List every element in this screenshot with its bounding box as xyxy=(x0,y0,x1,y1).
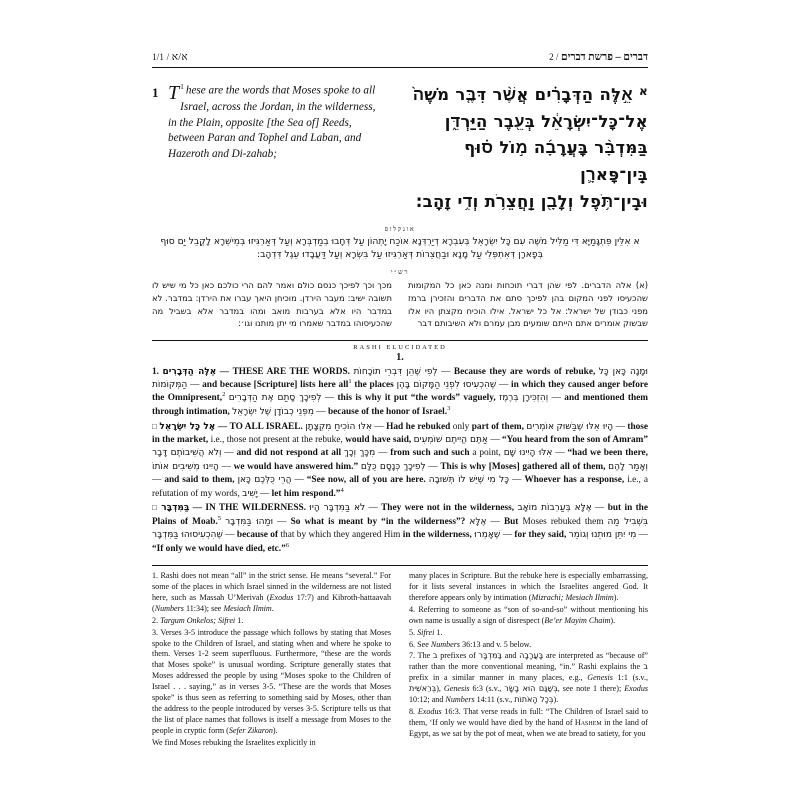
hebrew-line-3: בַּמִּדְבָּ֨ר בָּֽעֲרָבָ֜ה מ֣וֹל ס֗וּף בֵּֽין־פָּארָ֛ן xyxy=(464,138,648,185)
footnotes-column-left xyxy=(152,571,391,750)
rashi-hebrew-block xyxy=(152,279,648,335)
footnote-item: 4. Referring to someone as “son of so-and-so” without mentioning his own name is usually a sign of disrespect (Be’er Mayim Chaim). xyxy=(409,604,648,625)
running-head-right: דברים – פרשת דברים / 2 xyxy=(549,52,648,63)
footnote-item: 1. Rashi does not mean “all” in the strict sense. He means “several.” For some of the places in which Israel sinned in the wilderness are not listed here, such as Massah U’Merivah (Exodus 17:7) and Kibroth-hattaavah (Numbers 11:34); see Mesiach Ilmim. xyxy=(152,570,391,613)
footnotes xyxy=(152,565,648,750)
footnotes-column-right xyxy=(409,571,648,750)
footnote-item: many places in Scripture. But the rebuke here is especially embarrassing, for it lists several instances in which the Israelites angered God. It therefore appears only by intimation (Mizrachi; Mesiach Ilmim). xyxy=(409,570,648,602)
footnote-item: 8. Exodus 16:3. That verse reads in full: “The Children of Israel said to them, ‘If only we would have died by the hand of Hashem in the land of Egypt, as we sat by the pot of meat, when we ate bread to satiety, for you xyxy=(409,707,649,738)
rashi-hebrew-column-right: (א) אלה הדברים. לפי שהן דברי תוכחות ומנה כאן כל המקומות שהכעיסו לפני המקום בהן לפיכך סתם את הדברים והזכירן ברמז מפני כבודן של ישראל: אל כל ישראל. אילו הוכיח מקצתן היו אלו שבשוק אומרים אתם הייתם שומעים מבן עמרם ולא השיבותם דבר xyxy=(408,280,648,329)
elucidated-paragraph-1: 1. אֵלֶּה הַדְּבָרִים — THESE ARE THE WORDS. לְפִי שֶׁהֵן דִּבְרֵי תוֹכָחוֹת — Because they are words of rebuke, וּמָנָה כָּאן כָּל הַמְּקוֹמוֹת — and because [Scripture] lists here all$^1$ the places שֶׁהִכְעִיסוּ לִפְנֵי הַמָּקוֹם בָּהֶן — in which they caused anger before the Omnipresent,$^2$ לְפִיכָךְ סָתַם אֶת הַדְּבָרִים — this is why it put “the words” vaguely, וְהִזְכִּירָן בְּרֶמֶז — and mentioned them through intimation, מִפְּנֵי כְבוֹדָן שֶׁל יִשְׂרָאֵל — because of the honor of Israel.$^3$ xyxy=(152,366,648,417)
footnote-item: 2. Targum Onkelos; Sifrei 1. xyxy=(152,615,244,625)
footnote-item: We find Moses rebuking the Israelites explicitly in xyxy=(152,737,316,747)
hebrew-torah-text xyxy=(393,82,648,216)
running-head-left: 1/1 / א/א xyxy=(152,52,188,63)
folio-hebrew: א/א xyxy=(171,52,188,63)
hebrew-line-1: אֵ֣לֶּה הַדְּבָרִ֗ים אֲשֶׁ֨ר דִּבֶּ֤ר מֹשֶׁה֙ xyxy=(412,85,633,104)
elucidated-paragraph-2: □ אֶל כָּל יִשְׂרָאֵל — TO ALL ISRAEL. אִלּוּ הוֹכִיחַ מִקְצָתָן — Had he rebuked only part of them, הָיוּ אֵלּוּ שֶׁבַּשּׁוּק אוֹמְרִים — those in the market, i.e., those not present at the rebuke, would have said, אַתֶּם הֱיִיתֶם שׁוֹמְעִים — “You heard from the son of Amram” וְלֹא הֲשִׁיבוֹתֶם דָּבָר — and did not respond at all מִכָּךְ וְכָךְ — from such and such a point, אִלּוּ הָיִינוּ שָׁם — “had we been there, הָיִינוּ מְשִׁיבִים אוֹתוֹ — we would have answered him.” לְפִיכָךְ כְּנָסָם כֻּלָּם — This is why [Moses] gathered all of them, וְאָמַר לָהֶם — and said to them, הֲרֵי כֻּלְּכֶם כָּאן — “See now, all of you are here. כָּל מִי שֶׁיֵּשׁ לוֹ תְּשׁוּבָה — Whoever has a response, i.e., a refutation of my words, יָשִׁיב — let him respond.”$^4$ xyxy=(152,421,649,499)
hebrew-line-2: אֶל־כָּל־יִשְׂרָאֵ֔ל בְּעֵ֖בֶר הַיַּרְדֵּ֑ן xyxy=(444,111,648,131)
page-number: 2 xyxy=(549,52,554,62)
parashah-title-hebrew: דברים – פרשת דברים xyxy=(561,52,648,63)
translation-text: hese are the words that Moses spoke to all Israel, across the Jordan, in the wilderness, in the Plain, opposite [the Sea of] Reeds, between Paran and Tophel and Laban, and Hazeroth and Di-zahab; xyxy=(168,84,376,161)
english-translation xyxy=(168,82,393,163)
hebrew-line-4: וּבֵֽין־תֹּ֥פֶל וְלָבָ֖ן וַֽחֲצֵרֹ֥ת וְדִ֥י זָהָֽב: xyxy=(415,191,648,211)
folio-number: 1/1 xyxy=(152,52,165,62)
footnote-item: 3. Verses 3-5 introduce the passage which follows by stating that Moses spoke to the Children of Israel, and stating when and where he spoke to them. Verses 1-2 seem superfluous. Furthermore, “these are the words that Moses spoke” is unusual wording. Scripture generally states that Moses addressed the people by using “Moses spoke to the Children of Israel . . . saying,” as in verses 3-5. “These are the words that Moses spoke” is thus seen as referring to something said by Moses, other than the address to the people introduced by verses 3-5. Scripture tells us that the list of place names that follows is itself a message from Moses to the people in cryptic form (Sefer Zikaron). xyxy=(152,627,391,735)
verse-number: 1 xyxy=(180,82,184,91)
rashi-hebrew-column-left: מכך וכך לפיכך כנסם כולם ואמר להם הרי כולכם כאן כל מי שיש לו תשובה ישיב: מעבר הירדן. מוכיחן היאך עברו את הירדן: במדבר. לא במדבר היו אלא בערבות מואב ומהו במדבר אלא בשביל מה שהכעיסוהו במדבר שאמרו מי יתן מותנו וגו׳: xyxy=(152,280,392,329)
elucidated-paragraph-3: □ בַּמִּדְבָּר — IN THE WILDERNESS. לֹא בַּמִּדְבָּר הָיוּ — They were not in the wilderness, אֶלָּא בְּעַרְבוֹת מוֹאָב — but in the Plains of Moab.$^5$ וּמַהוּ בַּמִּדְבָּר — So what is meant by “in the wilderness”? אֶלָּא — But Moses rebuked them בִּשְׁבִיל מַה שֶּׁהִכְעִיסוּהוּ בַּמִּדְבָּר — because of that by which they angered Him in the wilderness, שֶׁאָמְרוּ — for they said, מִי יִתֵּן מוּתֵנוּ וְגוֹמֵר — “If only we would have died, etc.”$^6$ xyxy=(152,503,649,554)
onkelos-label: אונקלוס xyxy=(384,225,416,233)
rashi-label: רש״י xyxy=(390,269,410,277)
running-head xyxy=(152,52,648,68)
hebrew-chapter-letter: א xyxy=(638,84,648,98)
rashi-elucidated-number: 1. xyxy=(396,351,404,363)
rashi-elucidated-body xyxy=(152,366,648,556)
torah-verse-block xyxy=(152,82,648,216)
onkelos-text: א אִלֵּין פִּתְגָּמַיָּא דִּי מַלִּיל מֹשֶׁה עִם כָּל יִשְׂרָאֵל בְּעִבְרָא דְיַרְדְּנָא אוֹכַח יָתְהוֹן עַל דְּחָבוּ בְמַדְבְּרָא וְעַל דְּאַרְגִּיזוּ בְּמֵישְׁרָא לָקֳבֵל יַם סוּף בְּפָארָן דְּאִתְפְּלִי עַל מָנָא וּבַחֲצֵרוֹת דְּאַרְגִּיזוּ עַל בִּשְׂרָא וְעַל דַּעֲבָדוּ עֵגֶל דִּדְהָב: xyxy=(160,235,640,260)
divider-rule xyxy=(152,340,648,341)
footnote-item: 7. The ב prefixes of בַּמִּדְבָּר and בָּעֲרָבָה are interpreted as “because of” rather than the more conventional meaning, “in.” Rashi explains the ב prefix in a similar manner in many places, e.g., Genesis 1:1 (s.v., בְּרֵאשִׁית), Genesis 6:3 (s.v., בְּשַׁגַּם הוּא בָשָׂר, see note 1 there); Exodus 10:12; and Numbers 14:11 (s.v., בְּכָל הָאֹתוֹת). xyxy=(409,651,649,705)
rashi-elucidated-label: RASHI ELUCIDATED xyxy=(353,343,447,351)
footnote-item: 6. See Numbers 36:13 and v. 5 below. xyxy=(409,639,532,649)
drop-cap: T xyxy=(168,82,180,104)
chapter-number: 1 xyxy=(152,85,159,100)
footnote-item: 5. Sifrei 1. xyxy=(409,627,443,637)
